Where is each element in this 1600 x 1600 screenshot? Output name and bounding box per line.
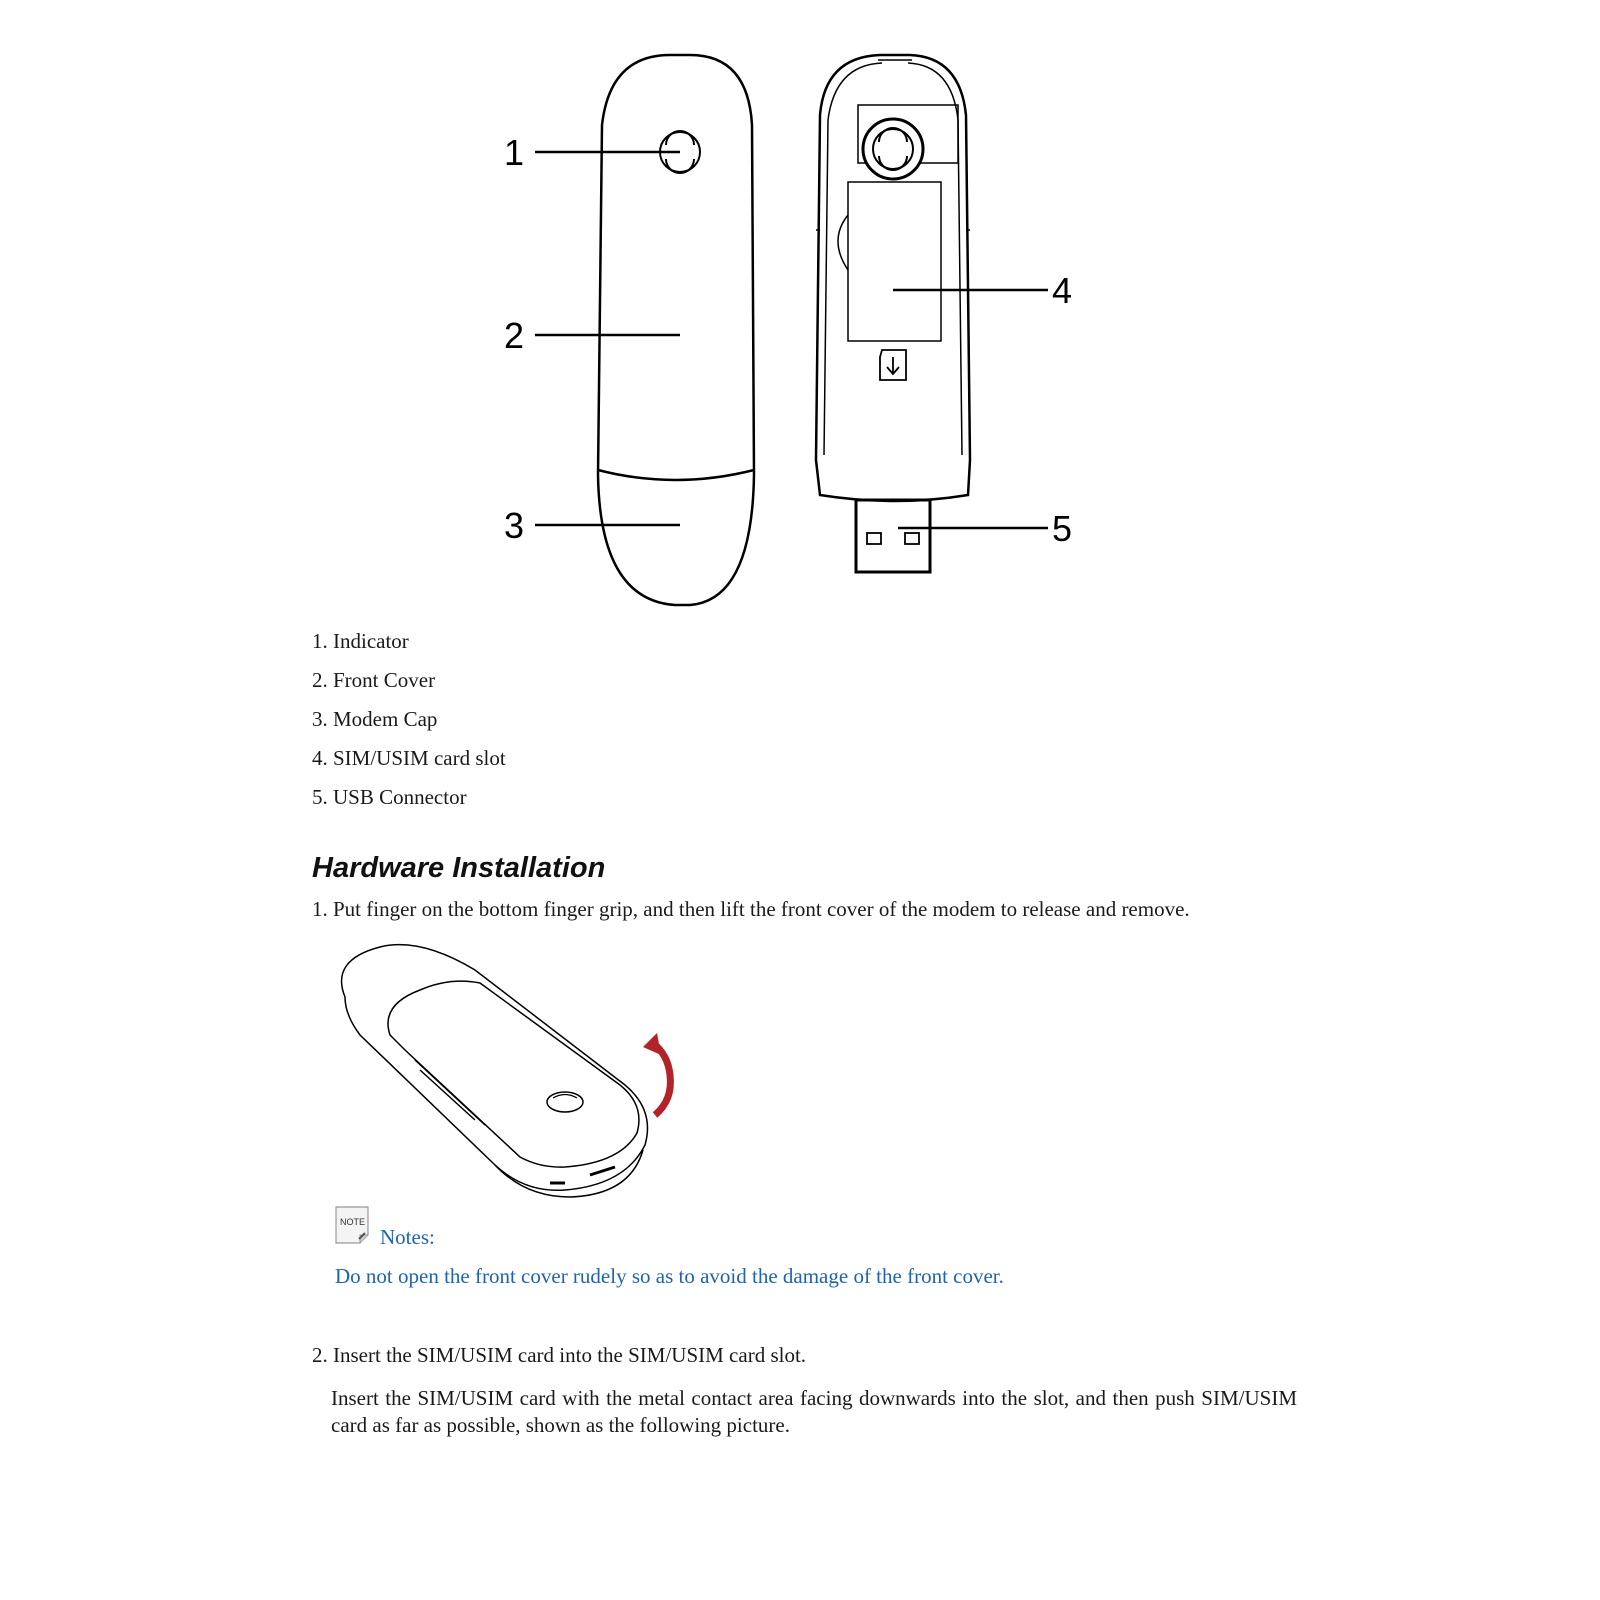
lift-arrow-icon [643,1033,670,1115]
indicator-icon [547,1092,583,1112]
step-1-text: 1. Put finger on the bottom finger grip, and then lift the front cover of the modem to release and remove. [312,897,1190,921]
modem-parts-diagram [490,45,1110,620]
step-2-description: Insert the SIM/USIM card with the metal contact area facing downwards into the slot, and then push SIM/USIM card as far as possible, shown as the following picture. [331,1386,1297,1437]
list-item: 1. Indicator [312,629,409,653]
section-title: Hardware Installation [312,852,606,884]
callout-3: 3 [504,505,525,546]
modem-cap-divider [598,470,754,480]
step-2-text: 2. Insert the SIM/USIM card into the SIM/USIM card slot. [312,1343,807,1367]
list-item: 3. Modem Cap [312,707,438,731]
callout-4: 4 [1052,270,1073,311]
list-item: 4. SIM/USIM card slot [312,746,506,770]
back-indicator-icon [863,119,923,179]
note-icon [334,1205,372,1247]
list-item: 2. Front Cover [312,668,436,692]
list-item: 5. USB Connector [312,785,467,809]
callout-5: 5 [1052,508,1073,549]
callout-2: 2 [504,315,525,356]
callout-1: 1 [504,132,525,173]
sim-insert-icon [880,350,906,380]
note-label: Notes: [380,1225,435,1249]
parts-list [312,622,506,817]
svg-text:NOTE: NOTE [340,1217,366,1227]
modem-front-body [598,55,754,605]
sim-card-slot [848,182,941,341]
cover-removal-illustration [325,935,705,1215]
note-text: Do not open the front cover rudely so as to avoid the damage of the front cover. [335,1264,1004,1288]
